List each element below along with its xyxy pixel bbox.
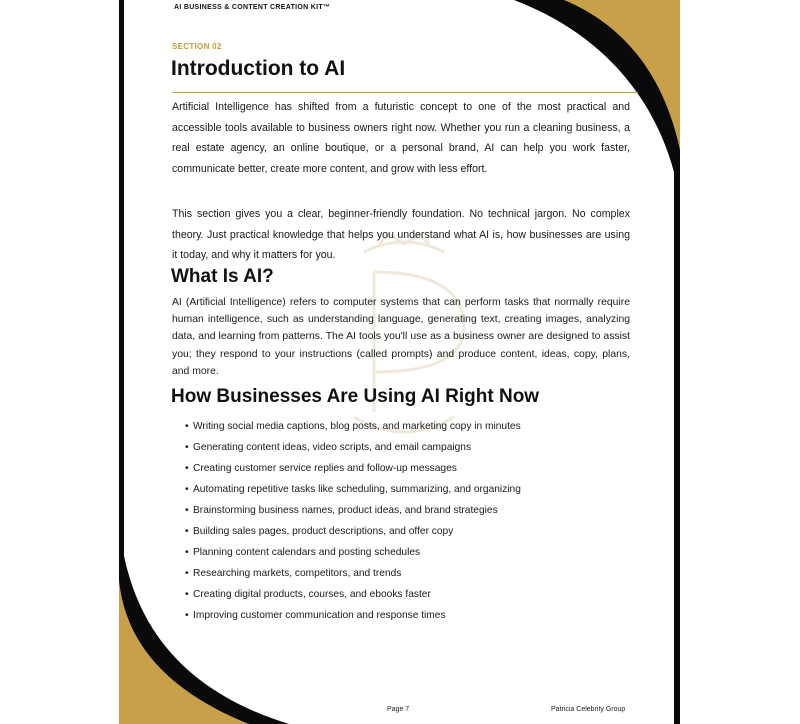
bullet-icon: • <box>185 463 189 474</box>
list-item <box>185 521 605 542</box>
list-item-text: Automating repetitive tasks like scheduling, summarizing, and organizing <box>193 484 521 495</box>
intro-paragraph-2: This section gives you a clear, beginner-friendly foundation. No technical jargon. No complex theory. Just practical knowledge that helps you understand what AI is, how businesses are using it today, and why it matters for you. <box>172 208 630 261</box>
title-divider <box>172 92 638 93</box>
list-item <box>185 437 605 458</box>
list-item-text: Creating digital products, courses, and ebooks faster <box>193 589 431 600</box>
list-item-text: Researching markets, competitors, and trends <box>193 568 402 579</box>
list-item <box>185 500 605 521</box>
list-item-text: Improving customer communication and response times <box>193 610 446 621</box>
list-item <box>185 584 605 605</box>
list-item-text: Planning content calendars and posting schedules <box>193 547 421 558</box>
bullet-icon: • <box>185 505 189 516</box>
bullet-icon: • <box>185 610 189 621</box>
bullet-icon: • <box>185 526 189 537</box>
list-item <box>185 542 605 563</box>
section-label: SECTION 02 <box>172 42 222 51</box>
list-item-text: Building sales pages, product descriptions, and offer copy <box>193 526 454 537</box>
page-title: Introduction to AI <box>171 57 346 80</box>
list-item <box>185 416 605 437</box>
document-header: AI BUSINESS & CONTENT CREATION KIT™ <box>174 4 331 11</box>
bullet-icon: • <box>185 442 189 453</box>
business-uses-list <box>185 416 605 626</box>
document-page <box>119 0 680 724</box>
bullet-icon: • <box>185 568 189 579</box>
intro-paragraph-1: Artificial Intelligence has shifted from a futuristic concept to one of the most practical and accessible tools available to business owners right now. Whether you run a cleaning business, a real estate agency, an online boutique, or a personal brand, AI can help you work faster, communicate better, create more content, and grow with less effort. <box>172 101 630 175</box>
footer-brand: Patricia Celebrity Group <box>551 706 626 713</box>
list-item-text: Creating customer service replies and follow-up messages <box>193 463 457 474</box>
bullet-icon: • <box>185 589 189 600</box>
list-item <box>185 479 605 500</box>
bullet-icon: • <box>185 547 189 558</box>
heading-what-is-ai: What Is AI? <box>171 266 274 287</box>
list-item <box>185 605 605 626</box>
footer-page-number: Page 7 <box>387 706 410 713</box>
list-item-text: Brainstorming business names, product ideas, and brand strategies <box>193 505 498 516</box>
list-item-text: Generating content ideas, video scripts, and email campaigns <box>193 442 472 453</box>
what-is-ai-paragraph: AI (Artificial Intelligence) refers to computer systems that can perform tasks that normally require human intelligence, such as understanding language, generating text, creating images, analyzing data, and learning from patterns. The AI tools you'll use as a business owner are designed to assist you; they respond to your instructions (called prompts) and produce content, ideas, copy, plans, and more. <box>172 297 630 377</box>
list-item <box>185 563 605 584</box>
bullet-icon: • <box>185 421 189 432</box>
list-item <box>185 458 605 479</box>
list-item-text: Writing social media captions, blog posts, and marketing copy in minutes <box>193 421 521 432</box>
heading-how-businesses: How Businesses Are Using AI Right Now <box>171 386 540 407</box>
bullet-icon: • <box>185 484 189 495</box>
